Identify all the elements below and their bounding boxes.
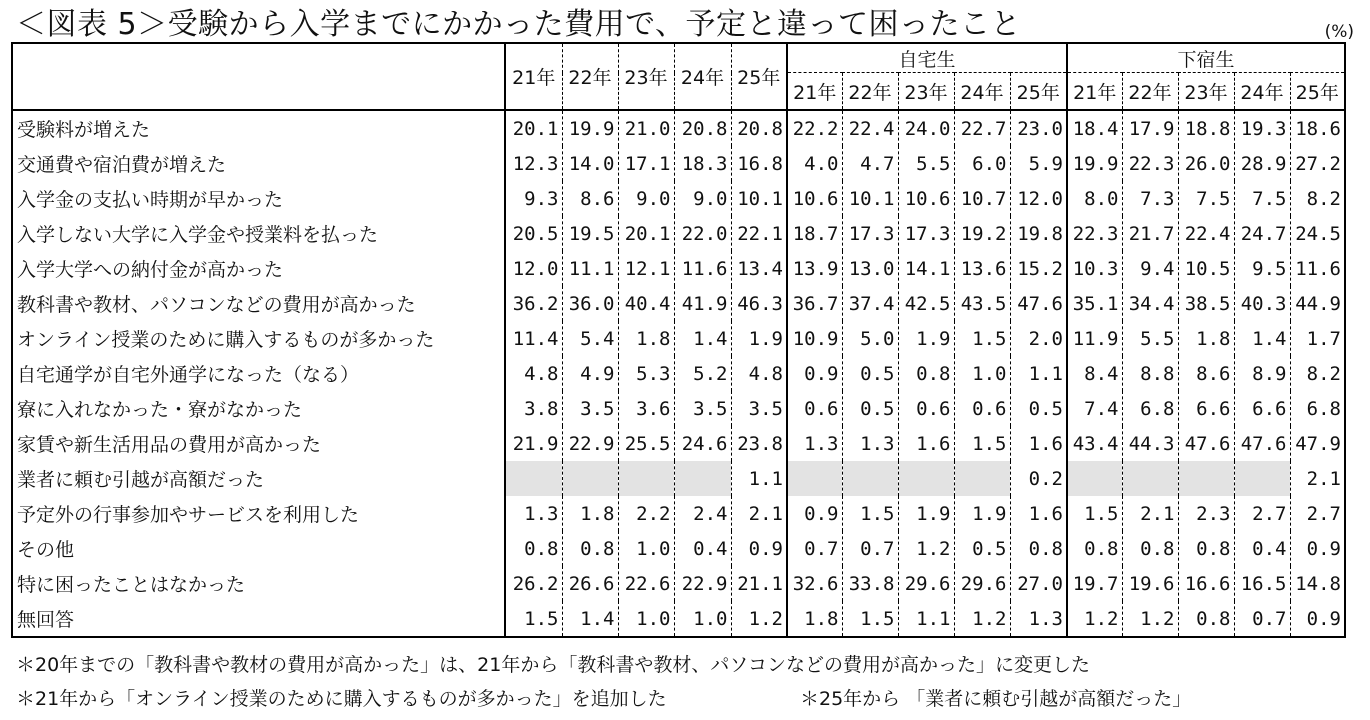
data-cell: 1.6 [898,426,954,461]
data-cell: 10.6 [898,181,954,216]
table-row [12,566,1345,601]
header-group: 下宿生 [1067,43,1345,73]
data-cell: 15.2 [1010,251,1067,286]
data-cell: 18.8 [1178,110,1234,146]
chart-title: ＜図表 5＞受験から入学までにかかった費用で、予定と違って困ったこと [16,7,1022,42]
data-cell: 0.6 [787,391,842,426]
row-label: 特に困ったことはなかった [12,566,505,601]
data-cell: 3.8 [524,397,559,420]
data-cell: 9.4 [1122,251,1178,286]
data-cell: 5.5 [1122,321,1178,356]
data-cell: 2.4 [674,496,731,531]
data-cell [842,461,898,496]
data-cell: 0.9 [731,531,787,566]
data-cell: 4.0 [787,146,842,181]
data-cell: 10.6 [787,181,842,216]
row-label: 受験料が増えた [12,110,505,146]
data-cell: 11.4 [512,327,559,350]
data-cell: 24.5 [1290,216,1345,251]
data-cell: 19.6 [1122,566,1178,601]
data-cell: 18.7 [787,216,842,251]
data-cell: 0.8 [898,356,954,391]
data-cell: 0.6 [898,391,954,426]
data-cell: 6.0 [954,146,1010,181]
data-cell: 41.9 [674,286,731,321]
data-cell: 40.3 [1234,286,1290,321]
data-cell: 47.6 [1234,426,1290,461]
data-cell: 0.8 [1010,531,1067,566]
data-cell: 33.8 [842,566,898,601]
data-cell: 1.5 [954,321,1010,356]
header-group-year: 23年 [1178,73,1234,111]
data-cell: 19.2 [954,216,1010,251]
data-cell: 22.7 [954,110,1010,146]
data-cell: 35.1 [1067,286,1122,321]
data-cell [954,461,1010,496]
data-cell [898,461,954,496]
unit-label: (%) [1324,22,1354,42]
data-cell: 6.8 [1122,391,1178,426]
data-cell: 21.1 [731,566,787,601]
data-cell: 22.3 [1122,146,1178,181]
data-cell: 46.3 [731,286,787,321]
table-row [12,531,1345,566]
data-cell: 0.2 [1010,461,1067,496]
table-row [12,110,1345,146]
data-cell: 1.0 [674,601,731,637]
table-row [12,461,1345,496]
data-cell [1122,461,1178,496]
data-cell: 20.8 [731,110,787,146]
data-cell: 9.0 [674,181,731,216]
data-cell: 1.1 [731,461,787,496]
row-label: 入学しない大学に入学金や授業料を払った [12,216,505,251]
row-label: 教科書や教材、パソコンなどの費用が高かった [12,286,505,321]
data-cell: 18.6 [1290,110,1345,146]
header-group-year: 24年 [1234,73,1290,111]
data-cell: 17.9 [1122,110,1178,146]
table-row [12,426,1345,461]
data-cell: 10.1 [731,181,787,216]
data-cell: 12.3 [512,152,559,175]
data-cell: 29.6 [954,566,1010,601]
data-cell: 9.5 [1234,251,1290,286]
data-cell: 44.9 [1290,286,1345,321]
table-row [12,391,1345,426]
data-cell: 12.1 [618,251,674,286]
header-corner [12,43,505,110]
data-cell: 8.8 [1122,356,1178,391]
data-cell: 0.8 [562,531,618,566]
data-cell: 38.5 [1178,286,1234,321]
data-cell: 27.0 [1010,566,1067,601]
data-cell: 14.8 [1290,566,1345,601]
data-cell: 28.9 [1234,146,1290,181]
data-cell: 6.6 [1234,391,1290,426]
data-cell: 23.8 [731,426,787,461]
data-cell: 10.9 [787,321,842,356]
footnote-3: ＊25年から 「業者に頼む引越が高額だった」 [800,688,1192,710]
data-cell: 3.6 [618,391,674,426]
data-cell: 0.5 [1010,391,1067,426]
data-cell: 1.5 [954,426,1010,461]
data-cell: 1.8 [618,321,674,356]
data-cell: 11.6 [674,251,731,286]
data-cell: 1.2 [1122,601,1178,637]
data-cell: 0.7 [1234,601,1290,637]
data-cell: 5.9 [1010,146,1067,181]
header-group-year: 25年 [1290,73,1345,111]
data-cell: 18.4 [1067,110,1122,146]
data-cell: 8.6 [1178,356,1234,391]
data-cell: 1.9 [731,321,787,356]
data-cell: 5.5 [898,146,954,181]
data-cell: 2.3 [1178,496,1234,531]
row-label: 寮に入れなかった・寮がなかった [12,391,505,426]
data-cell: 1.7 [1290,321,1345,356]
table-row [12,496,1345,531]
data-cell [1178,461,1234,496]
data-cell: 34.4 [1122,286,1178,321]
data-cell: 6.8 [1290,391,1345,426]
data-cell: 8.6 [562,181,618,216]
header-group-year: 21年 [1067,73,1122,111]
data-cell: 8.2 [1290,356,1345,391]
data-cell: 1.2 [954,601,1010,637]
data-cell: 0.9 [1290,601,1345,637]
data-cell: 26.6 [562,566,618,601]
data-cell: 19.8 [1010,216,1067,251]
data-cell: 2.1 [1290,461,1345,496]
data-cell: 22.4 [1178,216,1234,251]
data-cell: 22.9 [562,426,618,461]
data-cell [787,461,842,496]
data-cell: 5.3 [618,356,674,391]
data-cell: 12.0 [1010,181,1067,216]
table-row [12,286,1345,321]
data-cell: 42.5 [898,286,954,321]
data-cell: 1.6 [1010,496,1067,531]
data-cell: 5.0 [842,321,898,356]
data-cell: 0.8 [1178,601,1234,637]
data-cell: 17.3 [898,216,954,251]
data-cell: 22.9 [674,566,731,601]
data-cell: 20.8 [674,110,731,146]
data-cell: 10.3 [1067,251,1122,286]
footnote-2: ＊21年から「オンライン授業のために購入するものが多かった」を追加した [16,688,667,710]
data-cell: 4.8 [731,356,787,391]
data-cell: 47.6 [1010,286,1067,321]
data-cell: 0.8 [524,537,559,560]
data-cell: 19.9 [562,110,618,146]
data-cell: 5.2 [674,356,731,391]
table-row [12,216,1345,251]
row-label: その他 [12,531,505,566]
data-cell: 1.8 [1178,321,1234,356]
data-cell: 3.5 [674,391,731,426]
header-overall-year: 22年 [562,43,618,110]
data-cell: 1.3 [842,426,898,461]
data-cell: 36.0 [562,286,618,321]
data-cell: 1.2 [731,601,787,637]
data-cell: 27.2 [1290,146,1345,181]
data-cell: 10.7 [954,181,1010,216]
data-cell: 47.6 [1178,426,1234,461]
data-cell: 18.3 [674,146,731,181]
data-cell: 16.6 [1178,566,1234,601]
data-cell [674,461,731,496]
data-cell: 29.6 [898,566,954,601]
data-cell: 1.0 [618,601,674,637]
data-cell: 16.8 [731,146,787,181]
table-row [12,356,1345,391]
data-cell: 25.5 [618,426,674,461]
data-cell: 1.8 [787,601,842,637]
data-cell: 1.3 [1010,601,1067,637]
data-cell: 1.8 [562,496,618,531]
data-cell: 1.6 [1010,426,1067,461]
data-cell: 0.4 [674,531,731,566]
table-row [12,181,1345,216]
data-cell: 19.9 [1067,146,1122,181]
data-cell: 1.0 [954,356,1010,391]
row-label: 交通費や宿泊費が増えた [12,146,505,181]
data-cell: 9.3 [524,187,559,210]
data-cell: 17.1 [618,146,674,181]
data-cell: 1.3 [524,502,559,525]
data-cell: 26.0 [1178,146,1234,181]
data-cell: 0.4 [1234,531,1290,566]
data-cell: 13.0 [842,251,898,286]
data-cell: 7.4 [1067,391,1122,426]
row-label: 家賃や新生活用品の費用が高かった [12,426,505,461]
data-cell: 1.0 [618,531,674,566]
table-row [12,146,1345,181]
data-cell: 12.0 [512,257,559,280]
row-label: 入学大学への納付金が高かった [12,251,505,286]
data-cell: 20.1 [512,117,559,140]
data-cell [618,461,674,496]
data-cell: 1.2 [1067,601,1122,637]
data-cell: 4.8 [524,362,559,385]
data-cell: 21.7 [1122,216,1178,251]
data-cell: 11.1 [562,251,618,286]
data-cell: 0.9 [787,496,842,531]
data-cell: 11.9 [1067,321,1122,356]
data-cell: 11.6 [1290,251,1345,286]
data-cell: 1.5 [524,607,559,630]
data-cell: 8.0 [1067,181,1122,216]
data-cell: 22.4 [842,110,898,146]
data-cell: 4.7 [842,146,898,181]
row-label: 自宅通学が自宅外通学になった（なる） [12,356,505,391]
data-cell: 0.7 [842,531,898,566]
header-group-year: 24年 [954,73,1010,111]
data-cell: 7.5 [1234,181,1290,216]
data-cell: 17.3 [842,216,898,251]
data-cell: 9.0 [618,181,674,216]
header-group: 自宅生 [787,43,1067,73]
data-cell: 36.7 [787,286,842,321]
data-cell: 47.9 [1290,426,1345,461]
header-overall-year: 21年 [505,43,562,110]
data-cell: 10.5 [1178,251,1234,286]
table-row [12,251,1345,286]
footnote-1: ＊20年までの「教科書や教材の費用が高かった」は、21年から「教科書や教材、パソコンなどの費用が高かった」に変更した [16,654,1090,676]
row-label: 予定外の行事参加やサービスを利用した [12,496,505,531]
header-overall-year: 25年 [731,43,787,110]
data-cell: 36.2 [512,292,559,315]
data-cell: 5.4 [562,321,618,356]
data-cell: 1.9 [898,496,954,531]
data-cell: 19.5 [562,216,618,251]
data-cell: 0.8 [1178,531,1234,566]
data-cell: 44.3 [1122,426,1178,461]
row-label: オンライン授業のために購入するものが多かった [12,321,505,356]
data-cell: 26.2 [512,572,559,595]
header-group-year: 21年 [787,73,842,111]
data-cell: 0.6 [954,391,1010,426]
data-cell: 13.9 [787,251,842,286]
data-cell: 14.0 [562,146,618,181]
header-overall-year: 24年 [674,43,731,110]
data-cell: 7.3 [1122,181,1178,216]
data-cell: 22.1 [731,216,787,251]
data-cell: 0.8 [1067,531,1122,566]
header-group-year: 23年 [898,73,954,111]
data-cell: 13.4 [731,251,787,286]
data-cell: 14.1 [898,251,954,286]
header-group-year: 22年 [842,73,898,111]
data-cell: 3.5 [562,391,618,426]
data-cell: 7.5 [1178,181,1234,216]
data-cell: 0.7 [787,531,842,566]
data-cell: 6.6 [1178,391,1234,426]
data-cell: 2.7 [1290,496,1345,531]
data-cell: 19.7 [1067,566,1122,601]
header-group-year: 22年 [1122,73,1178,111]
data-cell: 21.9 [512,432,559,455]
data-cell [1234,461,1290,496]
data-cell: 43.4 [1067,426,1122,461]
data-cell: 2.0 [1010,321,1067,356]
header-group-year: 25年 [1010,73,1067,111]
data-cell: 32.6 [787,566,842,601]
data-cell: 1.5 [842,601,898,637]
data-cell [562,461,618,496]
data-cell: 2.7 [1234,496,1290,531]
data-cell: 13.6 [954,251,1010,286]
data-cell: 1.3 [787,426,842,461]
data-cell: 0.5 [954,531,1010,566]
data-cell: 4.9 [562,356,618,391]
data-cell: 19.3 [1234,110,1290,146]
data-cell: 20.5 [512,222,559,245]
table-row [12,321,1345,356]
data-cell: 8.2 [1290,181,1345,216]
data-cell: 2.2 [618,496,674,531]
data-cell: 8.4 [1067,356,1122,391]
data-cell: 0.8 [1122,531,1178,566]
data-cell: 37.4 [842,286,898,321]
table-row [12,601,1345,637]
data-cell: 2.1 [1122,496,1178,531]
data-cell [1067,461,1122,496]
row-label: 入学金の支払い時期が早かった [12,181,505,216]
data-cell: 24.0 [898,110,954,146]
data-cell: 1.4 [674,321,731,356]
data-cell: 1.4 [1234,321,1290,356]
data-cell: 24.7 [1234,216,1290,251]
data-cell: 24.6 [674,426,731,461]
data-cell: 43.5 [954,286,1010,321]
data-cell: 0.9 [787,356,842,391]
data-cell: 1.2 [898,531,954,566]
data-cell: 20.1 [618,216,674,251]
data-cell: 40.4 [618,286,674,321]
data-cell: 0.5 [842,356,898,391]
data-cell: 23.0 [1010,110,1067,146]
data-cell: 16.5 [1234,566,1290,601]
data-cell: 8.9 [1234,356,1290,391]
data-cell: 1.9 [898,321,954,356]
data-table [11,42,1346,638]
data-cell: 21.0 [618,110,674,146]
data-cell: 22.0 [674,216,731,251]
data-cell: 0.5 [842,391,898,426]
header-overall-year: 23年 [618,43,674,110]
data-cell: 1.5 [842,496,898,531]
data-cell: 2.1 [731,496,787,531]
data-cell: 1.4 [562,601,618,637]
data-cell: 22.6 [618,566,674,601]
data-cell: 10.1 [842,181,898,216]
data-cell: 3.5 [731,391,787,426]
data-cell: 0.9 [1290,531,1345,566]
data-cell: 1.9 [954,496,1010,531]
row-label: 無回答 [12,601,505,637]
data-cell: 1.1 [1010,356,1067,391]
data-cell [505,461,562,496]
row-label: 業者に頼む引越が高額だった [12,461,505,496]
data-cell: 1.1 [898,601,954,637]
data-cell: 22.2 [787,110,842,146]
data-cell: 22.3 [1067,216,1122,251]
data-cell: 1.5 [1067,496,1122,531]
